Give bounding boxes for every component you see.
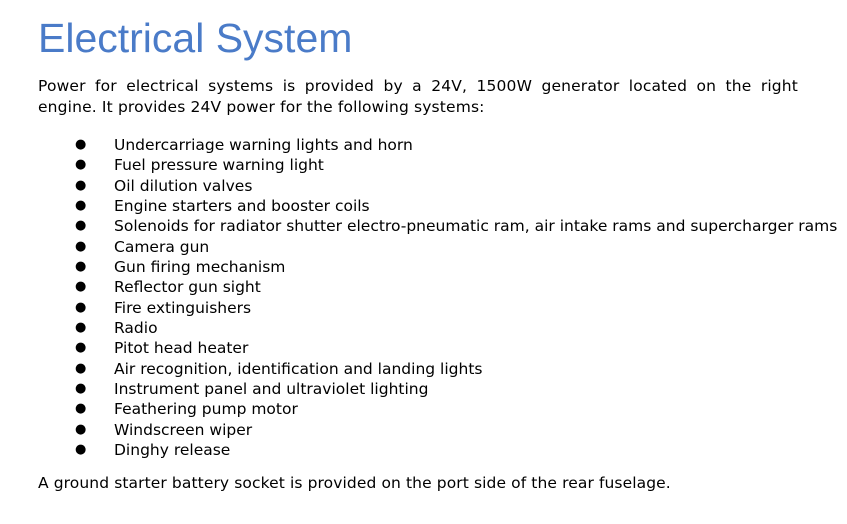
bullet-icon: ● — [75, 259, 87, 275]
bullet-icon: ● — [75, 238, 87, 254]
bullet-icon: ● — [75, 401, 87, 417]
list-item — [38, 155, 798, 175]
list-item-text: Pitot head heater — [114, 339, 249, 358]
list-item-text: Solenoids for radiator shutter electro-pneumatic ram, air intake rams and supercharger rams — [114, 217, 838, 236]
list-item — [38, 338, 798, 358]
list-item — [38, 257, 798, 277]
systems-list — [38, 135, 838, 461]
list-item-text: Reflector gun sight — [114, 278, 261, 297]
bullet-icon: ● — [75, 218, 87, 234]
list-item — [38, 379, 798, 399]
list-item-text: Fire extinguishers — [114, 298, 252, 317]
list-item — [38, 216, 838, 236]
list-item — [38, 440, 798, 460]
list-item-text: Windscreen wiper — [114, 420, 253, 439]
bullet-icon: ● — [75, 360, 87, 376]
list-item — [38, 196, 798, 216]
list-item — [38, 420, 798, 440]
list-item — [38, 277, 798, 297]
list-item — [38, 298, 798, 318]
bullet-icon: ● — [75, 198, 87, 214]
page-title: Electrical System — [38, 15, 353, 61]
list-item-text: Feathering pump motor — [114, 400, 298, 419]
bullet-icon: ● — [75, 442, 87, 458]
list-item-text: Air recognition, identification and landing lights — [114, 359, 483, 378]
list-item-text: Instrument panel and ultraviolet lighting — [114, 380, 429, 399]
bullet-icon: ● — [75, 157, 87, 173]
list-item-text: Camera gun — [114, 237, 210, 256]
list-item-text: Engine starters and booster coils — [114, 197, 370, 216]
list-item — [38, 399, 798, 419]
bullet-icon: ● — [75, 340, 87, 356]
list-item — [38, 176, 798, 196]
bullet-icon: ● — [75, 137, 87, 152]
document-page — [38, 0, 838, 493]
list-item-text: Radio — [114, 319, 158, 338]
list-item-text: Fuel pressure warning light — [114, 156, 324, 175]
bullet-icon: ● — [75, 177, 87, 193]
list-item — [38, 359, 798, 379]
list-item-text: Dinghy release — [114, 441, 231, 460]
list-item — [38, 318, 798, 338]
list-item — [38, 237, 798, 257]
closing-paragraph: A ground starter battery socket is provided on the port side of the rear fuselage. — [38, 473, 671, 492]
bullet-icon: ● — [75, 381, 87, 397]
intro-paragraph: Power for electrical systems is provided by a 24V, 1500W generator located on the right engine. It provides 24V power for the following systems: — [38, 77, 798, 116]
list-item — [38, 135, 798, 155]
list-item-text: Oil dilution valves — [114, 176, 253, 195]
list-item-text: Gun firing mechanism — [114, 258, 286, 277]
bullet-icon: ● — [75, 320, 87, 336]
bullet-icon: ● — [75, 299, 87, 315]
list-item-text: Undercarriage warning lights and horn — [114, 136, 413, 154]
bullet-icon: ● — [75, 421, 87, 437]
bullet-icon: ● — [75, 279, 87, 295]
